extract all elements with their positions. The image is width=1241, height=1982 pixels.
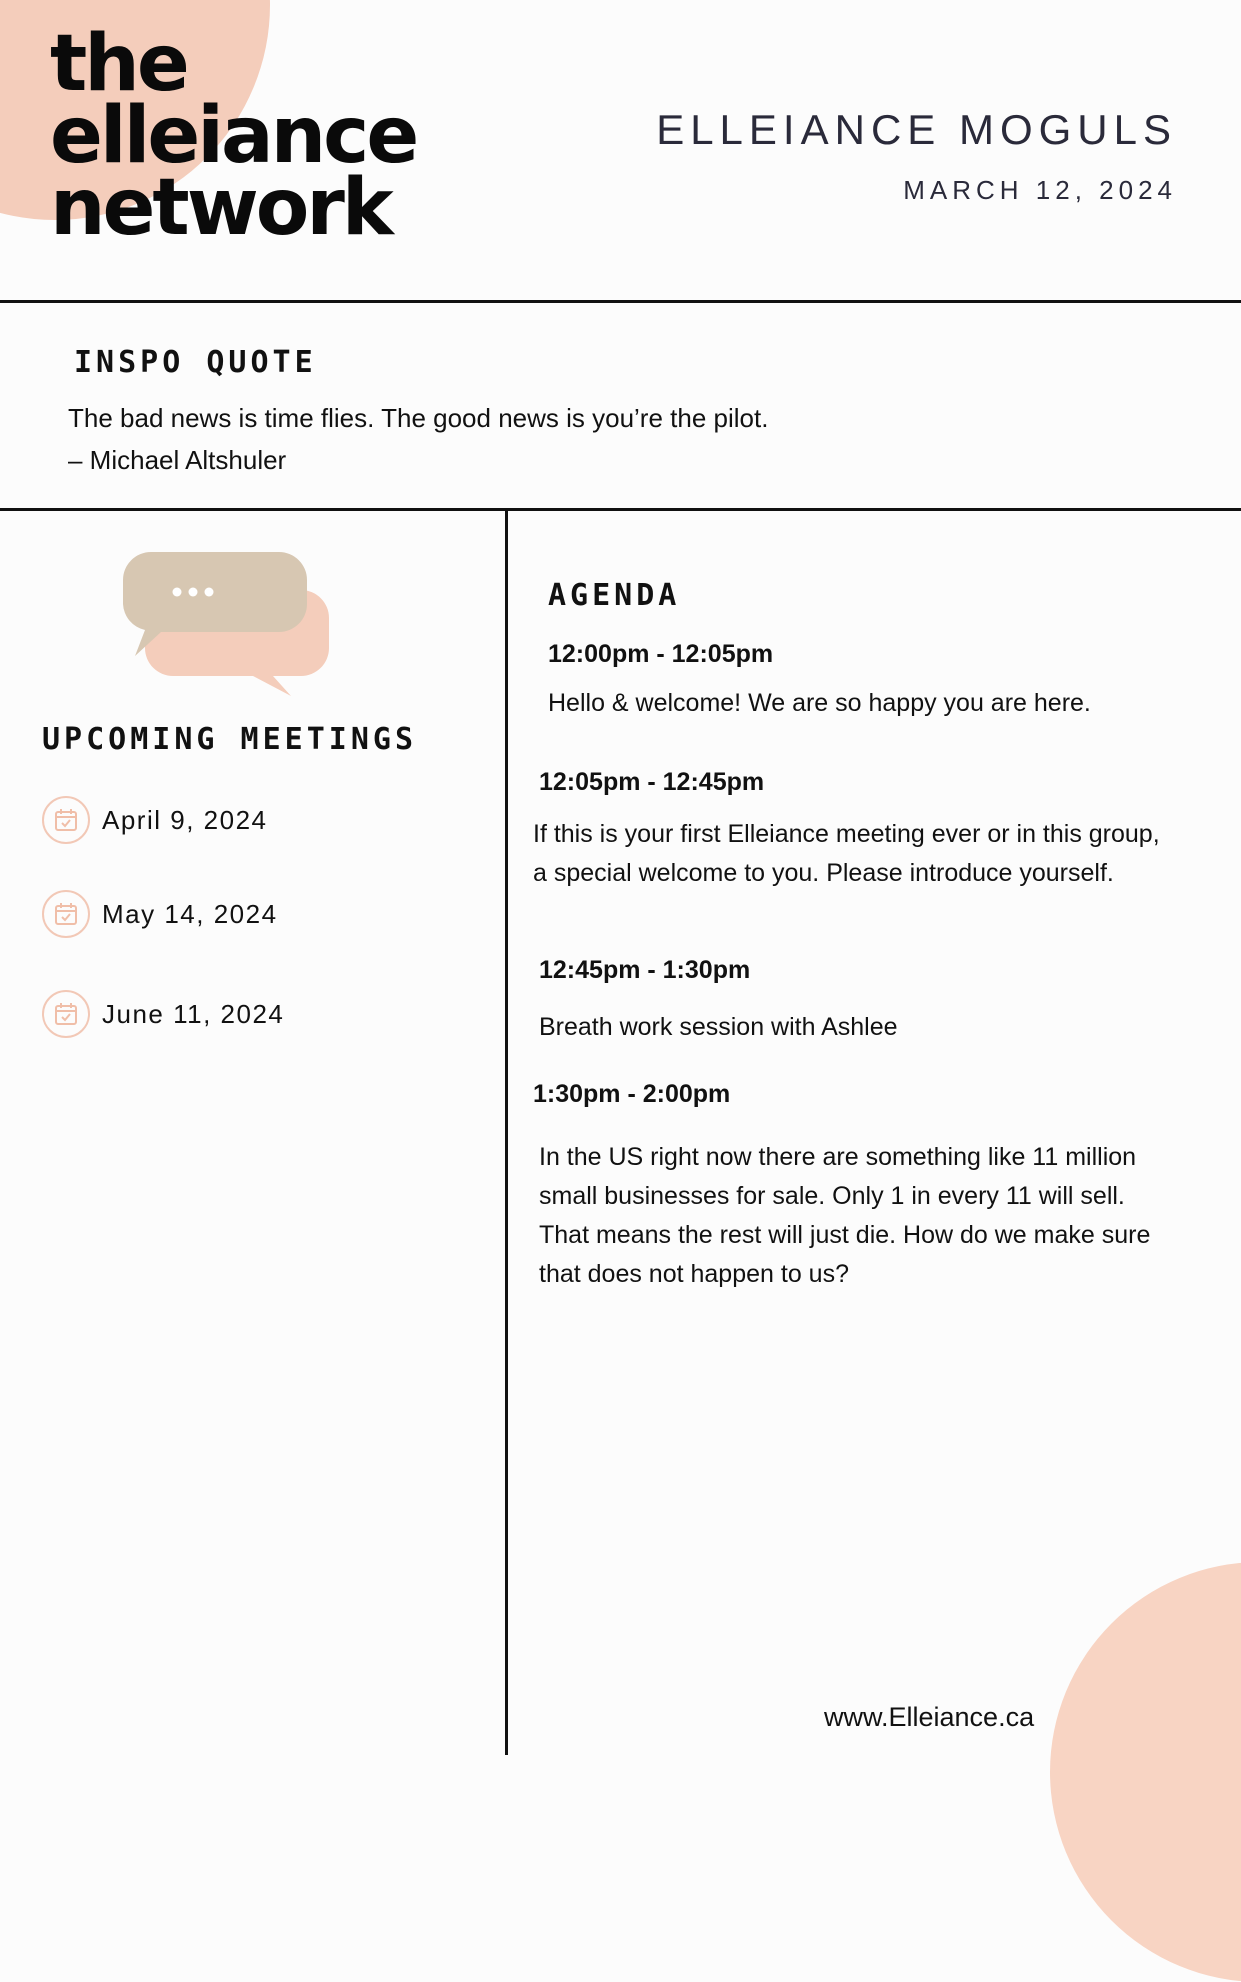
agenda-time: 12:05pm - 12:45pm: [539, 768, 765, 796]
meeting-date-label: June 11, 2024: [102, 998, 285, 1029]
logo-line-network: network: [50, 163, 391, 253]
logo-line-the: the: [50, 19, 187, 109]
agenda-description-line: small businesses for sale. Only 1 in every 11 will sell.: [539, 1182, 1125, 1210]
upcoming-meetings-title: UPCOMING MEETINGS: [42, 722, 418, 757]
agenda-description-line: Breath work session with Ashlee: [539, 1013, 898, 1041]
website-link[interactable]: www.Elleiance.ca: [824, 1702, 1035, 1732]
agenda-time: 12:00pm - 12:05pm: [548, 640, 774, 668]
quote-title: INSPO QUOTE: [74, 345, 317, 380]
quote-author: – Michael Altshuler: [68, 445, 287, 475]
agenda-description-line: Hello & welcome! We are so happy you are here.: [548, 689, 1091, 717]
organization-name: ELLEIANCE MOGULS: [656, 106, 1177, 153]
agenda-description-line: In the US right now there are something like 11 million: [539, 1143, 1137, 1171]
meeting-date: MARCH 12, 2024: [903, 175, 1177, 205]
meeting-date-label: April 9, 2024: [102, 804, 268, 835]
agenda-description-line: That means the rest will just die. How do we make sure: [539, 1221, 1151, 1249]
agenda-time: 1:30pm - 2:00pm: [533, 1080, 731, 1108]
meeting-item: [42, 990, 284, 1038]
meeting-date-label: May 14, 2024: [102, 898, 278, 929]
meeting-item: [42, 796, 267, 844]
quote-text: The bad news is time flies. The good news is you’re the pilot.: [68, 403, 769, 433]
agenda-description-line: If this is your first Elleiance meeting ever or in this group,: [533, 820, 1160, 848]
agenda-time: 12:45pm - 1:30pm: [539, 956, 751, 984]
network-logo: [50, 19, 417, 253]
divider-header: [0, 300, 1241, 303]
logo-line-elleiance: elleiance: [50, 91, 417, 181]
calendar-icon: [42, 890, 90, 938]
agenda-description-line: a special welcome to you. Please introduce yourself.: [533, 859, 1114, 887]
divider-columns: [505, 510, 508, 1755]
agenda-description-line: that does not happen to us?: [539, 1260, 849, 1288]
calendar-icon: [42, 796, 90, 844]
calendar-icon: [42, 990, 90, 1038]
divider-quote: [0, 508, 1241, 511]
decorative-circle-bottom-right: [1050, 1562, 1241, 1982]
chat-bubbles-icon: [115, 548, 335, 698]
meeting-item: [42, 890, 278, 938]
agenda-title: AGENDA: [548, 578, 681, 613]
